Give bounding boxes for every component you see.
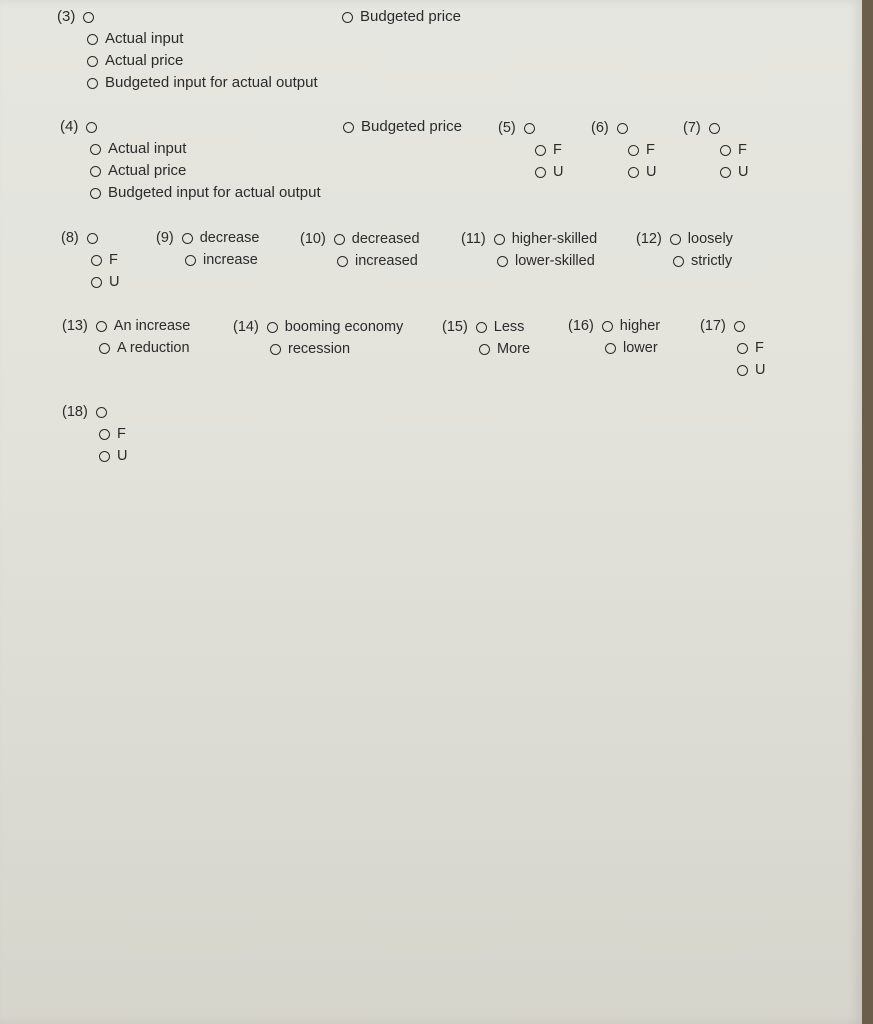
radio-button[interactable]: [602, 321, 613, 332]
radio-button[interactable]: [497, 256, 508, 267]
option-label: More: [497, 341, 531, 357]
option-label: U: [755, 362, 766, 378]
option-label: decreased: [351, 231, 420, 247]
radio-button[interactable]: [90, 166, 101, 177]
radio-button[interactable]: [267, 322, 278, 333]
question-number: (17): [700, 318, 726, 334]
option-label: lower-skilled: [515, 253, 595, 269]
radio-button[interactable]: [90, 188, 101, 199]
option-label: F: [117, 426, 126, 442]
option-label: loosely: [687, 231, 733, 247]
question-10: [300, 228, 420, 272]
question-17: [700, 315, 765, 381]
radio-button[interactable]: [86, 122, 97, 133]
question-4-budgeted-option: [343, 116, 462, 138]
radio-button[interactable]: [343, 122, 354, 133]
question-number: (9): [156, 230, 174, 246]
radio-button[interactable]: [524, 123, 535, 134]
question-16: [568, 315, 660, 359]
radio-button[interactable]: [96, 321, 107, 332]
option-label: decrease: [199, 230, 260, 246]
radio-button[interactable]: [87, 34, 98, 45]
radio-button[interactable]: [87, 56, 98, 67]
question-number: (3): [57, 8, 76, 25]
option-label: higher-skilled: [511, 231, 598, 247]
radio-button[interactable]: [476, 322, 487, 333]
option-label: U: [109, 274, 120, 290]
radio-button[interactable]: [737, 365, 748, 376]
option-label: Actual price: [105, 52, 184, 69]
option-label: U: [117, 448, 128, 464]
option-label: F: [755, 340, 764, 356]
option-label: A reduction: [117, 340, 190, 356]
radio-button[interactable]: [535, 167, 546, 178]
option-label: An increase: [113, 318, 191, 334]
radio-button[interactable]: [334, 234, 345, 245]
radio-button[interactable]: [342, 12, 353, 23]
question-number: (8): [61, 230, 79, 246]
radio-button[interactable]: [91, 277, 102, 288]
option-label: U: [738, 164, 749, 180]
radio-button[interactable]: [670, 234, 681, 245]
question-8: [61, 227, 119, 293]
option-label: F: [738, 142, 747, 158]
question-6: [591, 117, 656, 183]
option-label: Budgeted price: [360, 8, 461, 25]
radio-button[interactable]: [83, 12, 94, 23]
radio-button[interactable]: [479, 344, 490, 355]
question-number: (4): [60, 118, 79, 135]
question-7: [683, 117, 748, 183]
option-label: lower: [623, 340, 658, 356]
radio-button[interactable]: [720, 145, 731, 156]
question-number: (5): [498, 120, 516, 136]
radio-button[interactable]: [182, 233, 193, 244]
option-label: higher: [619, 318, 661, 334]
option-label: F: [109, 252, 118, 268]
option-label: F: [553, 142, 562, 158]
radio-button[interactable]: [99, 343, 110, 354]
radio-button[interactable]: [535, 145, 546, 156]
radio-button[interactable]: [270, 344, 281, 355]
radio-button[interactable]: [720, 167, 731, 178]
radio-button[interactable]: [709, 123, 720, 134]
radio-button[interactable]: [628, 145, 639, 156]
question-18: [62, 401, 127, 467]
option-label: Budgeted price: [361, 118, 462, 135]
radio-button[interactable]: [617, 123, 628, 134]
option-label: Less: [493, 319, 525, 335]
question-number: (16): [568, 318, 594, 334]
radio-button[interactable]: [96, 407, 107, 418]
radio-button[interactable]: [605, 343, 616, 354]
radio-button[interactable]: [628, 167, 639, 178]
question-12: [636, 228, 733, 272]
question-number: (14): [233, 319, 259, 335]
question-number: (18): [62, 404, 88, 420]
radio-button[interactable]: [90, 144, 101, 155]
radio-button[interactable]: [734, 321, 745, 332]
radio-button[interactable]: [87, 233, 98, 244]
question-11: [461, 228, 597, 272]
option-label: U: [646, 164, 657, 180]
question-number: (15): [442, 319, 468, 335]
radio-button[interactable]: [673, 256, 684, 267]
question-number: (12): [636, 231, 662, 247]
option-label: strictly: [691, 253, 733, 269]
question-3-budgeted-option: [342, 6, 461, 28]
question-3: [57, 6, 318, 94]
question-14: [233, 316, 403, 360]
question-number: (13): [62, 318, 88, 334]
question-4: [60, 116, 321, 204]
option-label: increased: [355, 253, 418, 269]
option-label: increase: [203, 252, 258, 268]
option-label: Actual input: [105, 30, 184, 47]
radio-button[interactable]: [91, 255, 102, 266]
option-label: Budgeted input for actual output: [105, 74, 318, 91]
radio-button[interactable]: [87, 78, 98, 89]
option-label: Actual price: [108, 162, 187, 179]
option-label: recession: [288, 341, 351, 357]
radio-button[interactable]: [99, 451, 110, 462]
option-label: F: [646, 142, 655, 158]
question-5: [498, 117, 563, 183]
question-15: [442, 316, 530, 360]
option-label: U: [553, 164, 564, 180]
option-label: booming economy: [284, 319, 404, 335]
question-number: (7): [683, 120, 701, 136]
radio-button[interactable]: [99, 429, 110, 440]
question-9: [156, 227, 259, 271]
option-label: Budgeted input for actual output: [108, 184, 321, 201]
question-13: [62, 315, 190, 359]
question-number: (6): [591, 120, 609, 136]
radio-button[interactable]: [737, 343, 748, 354]
radio-button[interactable]: [185, 255, 196, 266]
radio-button[interactable]: [337, 256, 348, 267]
question-number: (10): [300, 231, 326, 247]
question-number: (11): [461, 231, 486, 247]
option-label: Actual input: [108, 140, 187, 157]
radio-button[interactable]: [494, 234, 505, 245]
